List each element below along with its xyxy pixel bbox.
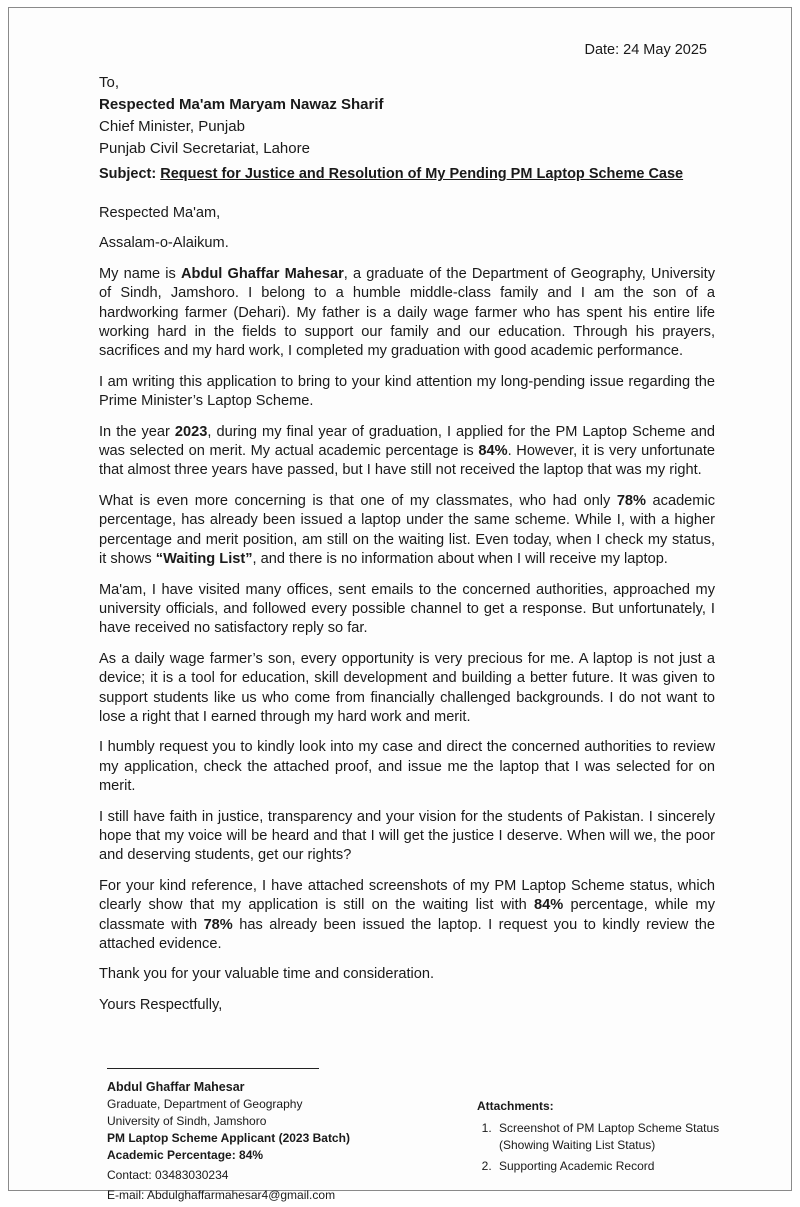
signature-name: Abdul Ghaffar Mahesar: [107, 1080, 245, 1094]
thanks-line: Thank you for your valuable time and consideration.: [99, 966, 435, 983]
reference-percentage-1: 84%: [534, 897, 564, 914]
subject-text: Request for Justice and Resolution of My Pending PM Laptop Scheme Case: [160, 166, 684, 182]
paragraph-reference: For your kind reference, I have attached screenshots of my PM Laptop Scheme status, which clearly show that my application is still on the waiting list with 84% percentage, while my classmate with 78% has already been issued the laptop. I request you to kindly review the attached evidence.: [99, 877, 716, 952]
signature-email: E-mail: Abdulghaffarmahesar4@gmail.com: [107, 1188, 336, 1202]
attachments-title: Attachments:: [477, 1099, 554, 1113]
status-highlight: “Waiting List”: [155, 551, 253, 568]
signature-department: Graduate, Department of Geography: [107, 1097, 303, 1111]
year-highlight: 2023: [174, 423, 208, 440]
paragraph-purpose: I am writing this application to bring to your kind attention my long-pending issue regarding the Prime Minister’s Laptop Scheme.: [99, 373, 715, 410]
signature-line: [107, 1068, 319, 1069]
recipient-address: [99, 72, 384, 160]
recipient-name: Respected Ma'am Maryam Nawaz Sharif: [99, 96, 384, 113]
closing-line: Yours Respectfully,: [99, 996, 223, 1013]
paragraph-importance: As a daily wage farmer’s son, every opportunity is very precious for me. A laptop is not just a device; it is a tool for education, skill development and building a better future. It was given to support students like us who come from financially challenged backgrounds. I do not want to lose a right that I earned through my hard work and merit.: [99, 650, 715, 725]
paragraph-request: I humbly request you to kindly look into my case and direct the concerned authorities to review my application, check the attached proof, and issue me the laptop that I was selected for on merit.: [99, 739, 715, 795]
signature-percentage: Academic Percentage: 84%: [107, 1148, 264, 1162]
attachment-item: 2. Supporting Academic Record: [495, 1158, 757, 1175]
paragraph-introduction: My name is Abdul Ghaffar Mahesar, a graduate of the Department of Geography, University of Sindh, Jamshoro. I belong to a humble middle-class family and I am the son of a hardworking farmer (Dehari). My father is a daily wage farmer who has spent his entire life working hard in the fields to support our family and our education. Through his prayers, sacrifices and my hard work, I completed my graduation with good academic performance.: [99, 265, 715, 360]
recipient-title: Chief Minister, Punjab: [99, 118, 245, 135]
classmate-percentage: 78%: [616, 492, 647, 509]
paragraph-efforts: Ma'am, I have visited many offices, sent emails to the concerned authorities, approached my university officials, and followed every possible channel to get a response. But unfortunately, I have received no satisfactory reply so far.: [99, 581, 715, 637]
letter-body: [99, 204, 715, 1026]
paragraph-selection: In the year 2023, during my final year of graduation, I applied for the PM Laptop Scheme and was selected on merit. My actual academic percentage is 84%. However, it is very unfortunate that almost three years have passed, but I have still not received the laptop that was my right.: [99, 423, 716, 479]
attachments-block: [477, 1098, 757, 1179]
reference-percentage-2: 78%: [203, 916, 233, 933]
signature-contact: Contact: 03483030234: [107, 1168, 229, 1182]
applicant-name: Abdul Ghaffar Mahesar: [181, 265, 344, 282]
letter-date: Date: 24 May 2025: [584, 42, 707, 58]
signature-block: [107, 1079, 350, 1204]
subject-line: [99, 166, 683, 182]
paragraph-faith: I still have faith in justice, transparency and your vision for the students of Pakistan. I sincerely hope that my voice will be heard and that I will get the justice I deserve. When will we, the poor and deserving students, get our rights?: [99, 808, 715, 864]
recipient-to: To,: [99, 74, 120, 91]
subject-label: Subject:: [99, 166, 157, 182]
attachments-list: [477, 1120, 757, 1175]
recipient-office: Punjab Civil Secretariat, Lahore: [99, 140, 310, 157]
letter-page: [8, 7, 792, 1202]
signature-university: University of Sindh, Jamshoro: [107, 1114, 267, 1128]
percentage-highlight: 84%: [478, 443, 508, 460]
attachment-item: 1. Screenshot of PM Laptop Scheme Status (Showing Waiting List Status): [495, 1120, 757, 1154]
greeting: Assalam-o-Alaikum.: [99, 235, 229, 252]
salutation: Respected Ma'am,: [99, 205, 221, 221]
signature-applicant: PM Laptop Scheme Applicant (2023 Batch): [107, 1131, 350, 1145]
paragraph-classmate: What is even more concerning is that one of my classmates, who had only 78% academic percentage, has already been issued a laptop under the same scheme. While I, with a higher percentage and merit position, am still on the waiting list. Even today, when I check my status, it shows “Waiting List”, and there is no information about when I will receive my laptop.: [99, 492, 715, 568]
